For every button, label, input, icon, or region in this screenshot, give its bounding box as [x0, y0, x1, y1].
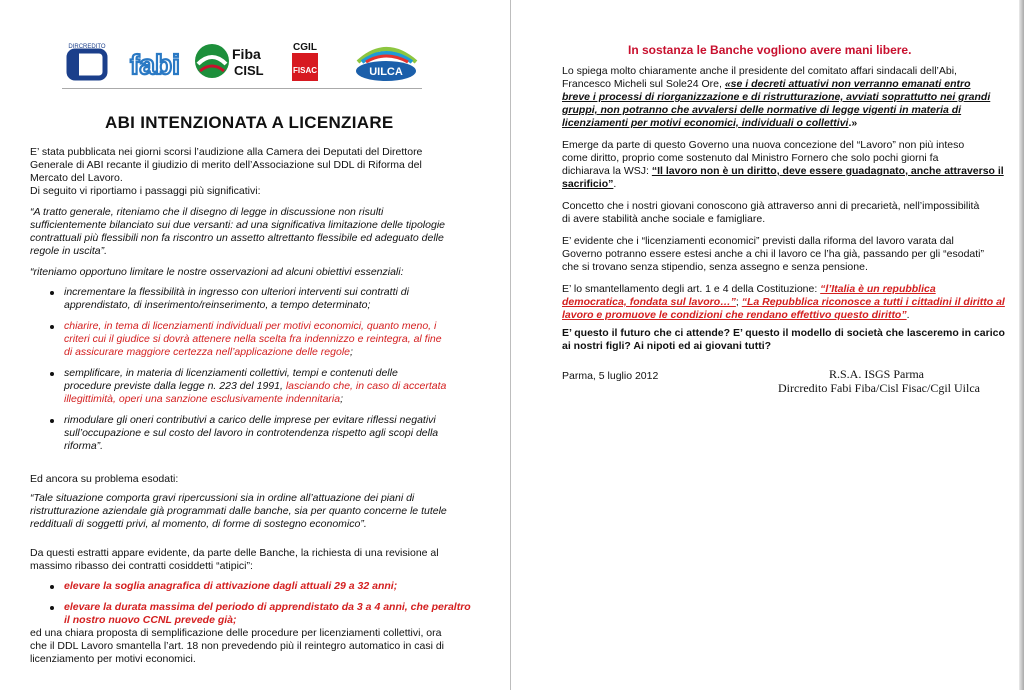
bullet3-line-2: procedure previste dalla legge n. 223 del 1991, lasciando che, in caso di accertata — [64, 380, 447, 392]
p3-line-2: di avere stabilità anche sociale e famigliare. — [562, 213, 766, 225]
intro-line-4: Di seguito vi riportiamo i passaggi più significativi: — [30, 185, 261, 197]
quote1-line-3: contrattuali più flessibili non fa riscontro un assetto altrettanto flessibile ed adeguato delle — [30, 232, 444, 244]
svg-text:CISL: CISL — [234, 63, 264, 78]
esodati-intro: Ed ancora su problema esodati: — [30, 473, 179, 485]
p2-line-1: Emerge da parte di questo Governo una nuova concezione del “Lavoro” non più inteso — [562, 139, 965, 151]
svg-text:CGIL: CGIL — [293, 42, 317, 53]
p4-line-2: Governo potranno essere estesi anche a chi il lavoro ce l’ha già, passando per gli “esodati” — [562, 248, 984, 260]
bullet-dot — [50, 585, 54, 589]
p2-line-2: come diritto, proprio come sostenuto dal Ministro Fornero che solo pochi giorni fa — [562, 152, 939, 164]
cgil-fisac-logo — [286, 40, 324, 82]
quote2-line: “riteniamo opportuno limitare le nostre osservazioni ad alcuni obiettivi essenziali: — [30, 266, 404, 278]
bullet4-line-3: riforma”. — [64, 440, 104, 452]
page-edge-shadow — [1019, 0, 1024, 690]
p6-line-1: E’ questo il futuro che ci attende? E’ questo il modello di società che lasceremo in carico — [562, 327, 1005, 339]
p5-line-1: E’ lo smantellamento degli art. 1 e 4 della Costituzione: “l’Italia è un repubblica — [562, 283, 936, 295]
fabi-logo — [126, 40, 184, 82]
extracts-line-2: massimo ribasso dei contratti cosiddetti “atipici”: — [30, 560, 253, 572]
page-title: ABI INTENZIONATA A LICENZIARE — [105, 113, 394, 132]
quote3-line-2: ristrutturazione aziendale già programmati dalle banche, sia per quanto concerne le tutele — [30, 505, 447, 517]
p4-line-3: che si trovano senza stipendio, senza assegno e senza pensione. — [562, 261, 868, 273]
bullet-dot — [50, 325, 54, 329]
p1-line-2: Francesco Micheli sul Sole24 Ore, «se i decreti attuativi non verranno emanati entro — [562, 78, 971, 90]
bullet-dot — [50, 419, 54, 423]
red-bullet-2-line-2: il nostro nuovo CCNL prevede già; — [64, 614, 237, 626]
bullet4-line-2: sull’occupazione e sul costo del lavoro in controtendenza rispetto agli scopi della — [64, 427, 439, 439]
dircredito-logo — [60, 40, 114, 82]
p4-line-1: E’ evidente che i “licenziamenti economici” previsti dalla riforma del lavoro varata dal — [562, 235, 954, 247]
p5-line-3: lavoro e promuove le condizioni che rendano effettivo questo diritto”. — [562, 309, 910, 321]
bullet1-line-1: incrementare la flessibilità in ingresso con ulteriori interventi sui contratti di — [64, 286, 409, 298]
quote3-line-3: reddituali di soggetti privi, al momento, di forme di sostegno economico”. — [30, 518, 367, 530]
bullet1-line-2: apprendistato, di inserimento/reinserimento, a tempo determinato; — [64, 299, 371, 311]
p3-line-1: Concetto che i nostri giovani conoscono già attraverso anni di precarietà, nell’impossibilità — [562, 200, 980, 212]
red-bullet-2-line-1: elevare la durata massima del periodo di apprendistato da 3 a 4 anni, che peraltro — [64, 601, 471, 613]
closing-line-2: che il DDL Lavoro smantella l’art. 18 non prevedendo più il reintegro automatico in casi di — [30, 640, 445, 652]
p1-line-4: gruppi, non potranno che avvalersi delle normative di legge vigenti in materia di — [562, 104, 962, 116]
intro-line-3: Mercato del Lavoro. — [30, 172, 123, 184]
left-page — [0, 0, 510, 690]
fiba-cisl-logo — [194, 40, 268, 82]
p1-line-5: licenziamenti per motivi economici, individuali o collettivi.» — [562, 117, 858, 129]
intro-line-2: Generale di ABI recante il giudizio di merito dell’Associazione sul DDL di Riforma del — [30, 159, 422, 171]
bullet2-line-3: di assicurare maggiore certezza nell’applicazione delle regole; — [64, 346, 353, 358]
bullet-dot — [50, 291, 54, 295]
bullet-dot — [50, 606, 54, 610]
right-page — [511, 0, 1024, 690]
svg-text:fabi: fabi — [130, 49, 180, 80]
red-bullet-1: elevare la soglia anagrafica di attivazione dagli attuali 29 a 32 anni; — [64, 580, 398, 592]
quote1-line-4: regole in uscita”. — [30, 245, 108, 257]
bullet3-line-1: semplificare, in materia di licenziamenti collettivi, tempi e contenuti delle — [64, 367, 398, 379]
union-logos — [60, 40, 440, 88]
uilca-logo — [346, 40, 426, 82]
bullet4-line-1: rimodulare gli oneri contributivi a carico delle imprese per evitare riflessi negativi — [64, 414, 436, 426]
bullet3-line-3: illegittimità, operi una sanzione esclusivamente indennitaria; — [64, 393, 343, 405]
svg-text:DIRCREDITO: DIRCREDITO — [68, 44, 106, 50]
p1-line-1: Lo spiega molto chiaramente anche il presidente del comitato affari sindacali dell’Abi, — [562, 65, 957, 77]
bullet-dot — [50, 372, 54, 376]
closing-line-3: licenziamento per motivi economici. — [30, 653, 196, 665]
quote1-line-2: sufficientemente bilanciato sui due versanti: ad una significativa limitazione delle tipologie — [30, 219, 445, 231]
p1-line-3: breve i processi di riorganizzazione e di ristrutturazione, avviati soprattutto nei grandi — [562, 91, 991, 103]
p6-line-2: ai nostri figli? Ai nipoti ed ai giovani tutti? — [562, 340, 772, 352]
extracts-line-1: Da questi estratti appare evidente, da parte delle Banche, la richiesta di una revisione al — [30, 547, 439, 559]
closing-line-1: ed una chiara proposta di semplificazione delle procedure per licenziamenti collettivi, ora — [30, 627, 442, 639]
svg-text:FISAC: FISAC — [293, 66, 317, 75]
svg-text:UILCA: UILCA — [369, 66, 403, 78]
intro-line-1: E’ stata pubblicata nei giorni scorsi l’audizione alla Camera dei Deputati del Direttore — [30, 146, 423, 158]
logo-divider — [62, 88, 422, 89]
date-line: Parma, 5 luglio 2012 — [562, 370, 659, 382]
p2-line-4: sacrificio”. — [562, 178, 617, 190]
right-title: In sostanza le Banche vogliono avere mani libere. — [628, 43, 912, 57]
bullet2-line-2: criteri cui il giudice si dovrà attenere nella scelta fra indennizzo e reintegra, al fine — [64, 333, 442, 345]
signature-line-1: R.S.A. ISGS Parma — [829, 367, 925, 381]
quote3-line-1: “Tale situazione comporta gravi ripercussioni sia in ordine all’attuazione dei piani di — [30, 492, 415, 504]
quote1-line-1: “A tratto generale, riteniamo che il disegno di legge in discussione non risulti — [30, 206, 384, 218]
p5-line-2: democratica, fondata sul lavoro…”; “La Repubblica riconosce a tutti i cittadini il diritto al — [562, 296, 1005, 308]
signature-line-2: Dircredito Fabi Fiba/Cisl Fisac/Cgil Uilca — [778, 381, 980, 395]
p2-line-3: dichiarava la WSJ: “Il lavoro non è un diritto, deve essere guadagnato, anche attraverso il — [562, 165, 1004, 177]
bullet2-line-1: chiarire, in tema di licenziamenti individuali per motivi economici, quanto meno, i — [64, 320, 437, 332]
svg-text:Fiba: Fiba — [232, 46, 261, 62]
